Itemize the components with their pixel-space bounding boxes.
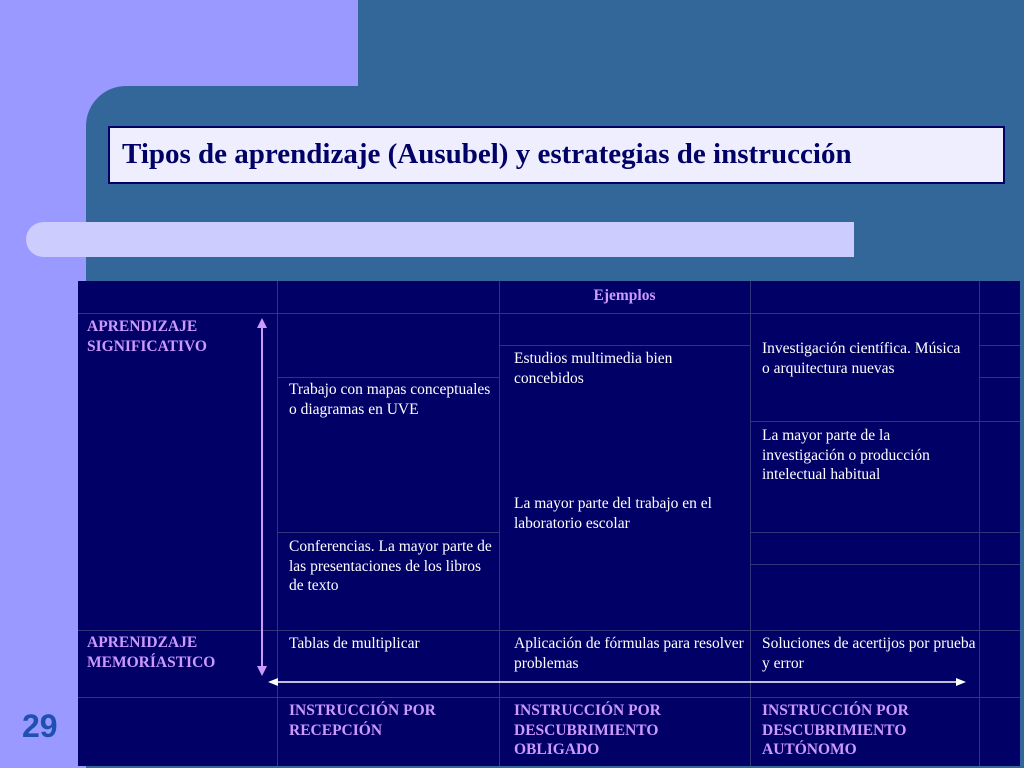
cell-multimedia: Estudios multimedia bien concebidos (514, 350, 673, 387)
cell-acertijos: Soluciones de acertijos por prueba y error (762, 635, 976, 672)
cell-laboratorio: La mayor parte del trabajo en el laboratorio escolar (514, 495, 712, 532)
page-number: 29 (22, 708, 58, 744)
horizontal-arrow (268, 678, 966, 686)
cell-investigacion-cientifica: Investigación científica. Música o arquitectura nuevas (762, 340, 961, 377)
cell-formulas: Aplicación de fórmulas para resolver problemas (514, 635, 744, 672)
cell-mayor-investigacion: La mayor parte de la investigación o producción intelectual habitual (762, 427, 930, 483)
label-significativo: APRENDIZAJE SIGNIFICATIVO (87, 318, 207, 355)
label-memoristico: APRENIDZAJE MEMORÍASTICO (87, 634, 216, 671)
cell-tablas: Tablas de multiplicar (289, 635, 420, 652)
footer-recepcion: INSTRUCCIÓN POR RECEPCIÓN (289, 702, 436, 739)
cell-conferencias: Conferencias. La mayor parte de las presentaciones de los libros de texto (289, 538, 492, 594)
footer-autonomo: INSTRUCCIÓN POR DESCUBRIMIENTO AUTÓNOMO (762, 702, 909, 758)
cell-mapas: Trabajo con mapas conceptuales o diagramas en UVE (289, 381, 491, 418)
slide-title: Tipos de aprendizaje (Ausubel) y estrategias de instrucción (122, 138, 852, 170)
vertical-arrow (257, 318, 267, 676)
header-ejemplos: Ejemplos (593, 287, 656, 304)
footer-obligado: INSTRUCCIÓN POR DESCUBRIMIENTO OBLIGADO (514, 702, 661, 758)
